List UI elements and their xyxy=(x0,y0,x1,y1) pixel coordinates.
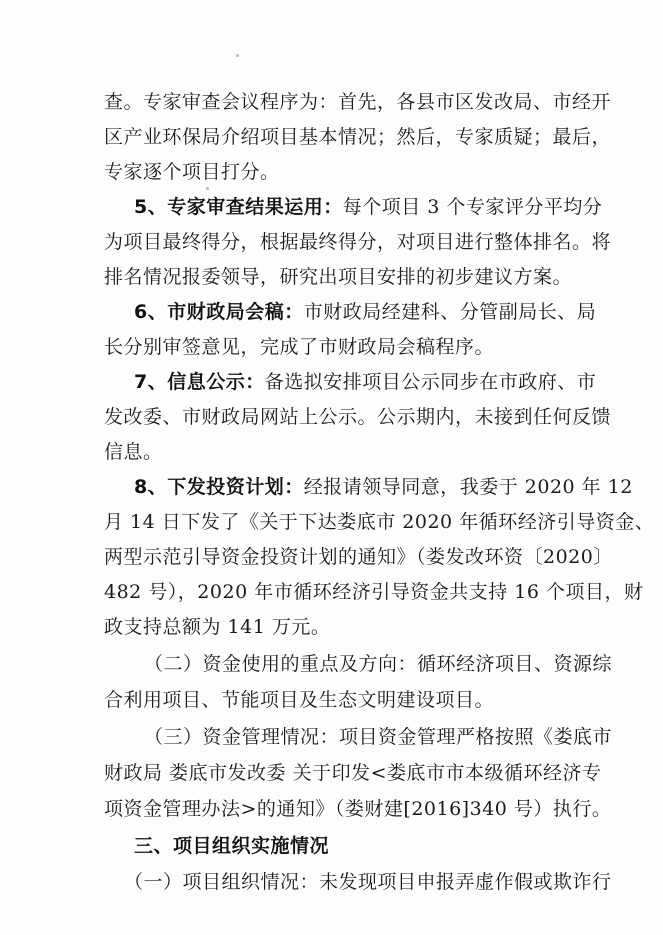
paragraph-item-5 xyxy=(134,191,602,223)
text-line: 合利用项目、节能项目及生态文明建设项目。 xyxy=(104,689,495,711)
text-line: 为项目最终得分，根据最终得分，对项目进行整体排名。将 xyxy=(104,231,612,253)
text-line: 政支持总额为 141 万元。 xyxy=(104,616,331,638)
text-line: 项资金管理办法>的通知》（娄财建[2016]340 号）执行。 xyxy=(104,798,612,820)
text-line: 排名情况报委领导，研究出项目安排的初步建议方案。 xyxy=(104,266,573,288)
item-text: 经报请领导同意，我委于 2020 年 12 xyxy=(303,476,633,498)
item-label: 8、下发投资计划： xyxy=(134,476,304,498)
item-text: 每个项目 3 个专家评分平均分 xyxy=(342,196,603,218)
item-text: 市财政局经建科、分管副局长、局 xyxy=(303,301,597,323)
text-line: 查。专家审查会议程序为：首先，各县市区发改局、市经开 xyxy=(104,91,612,113)
text-line: 两型示范引导资金投资计划的通知》（娄发改环资〔2020〕 xyxy=(104,546,613,568)
item-label: 5、专家审查结果运用： xyxy=(134,196,343,218)
scan-mark xyxy=(236,54,239,57)
text-line: 财政局 娄底市发改委 关于印发<娄底市市本级循环经济专 xyxy=(104,762,602,784)
section-funding-management: （三）资金管理情况：项目资金管理严格按照《娄底市 xyxy=(144,726,613,748)
text-line: 482 号），2020 年市循环经济引导资金共支持 16 个项目，财 xyxy=(104,581,644,603)
section-project-organization: （一）项目组织情况：未发现项目申报弄虚作假或欺诈行 xyxy=(124,871,612,893)
text-line: 区产业环保局介绍项目基本情况；然后，专家质疑；最后， xyxy=(104,126,612,148)
item-label: 6、市财政局会稿： xyxy=(134,301,304,323)
paragraph-item-8 xyxy=(134,471,633,503)
item-label: 7、信息公示： xyxy=(134,371,265,393)
paragraph-item-6 xyxy=(134,296,596,328)
item-text: 备选拟安排项目公示同步在市政府、市 xyxy=(264,371,597,393)
text-line: 专家逐个项目打分。 xyxy=(104,161,280,183)
section-heading: 三、项目组织实施情况 xyxy=(134,835,330,857)
text-line: 长分别审签意见，完成了市财政局会稿程序。 xyxy=(104,336,495,358)
paragraph-item-7 xyxy=(134,366,596,398)
text-line: 信息。 xyxy=(104,441,163,463)
text-line: 月 14 日下发了《关于下达娄底市 2020 年循环经济引导资金、 xyxy=(104,511,655,533)
text-line: 发改委、市财政局网站上公示。公示期内，未接到任何反馈 xyxy=(104,406,612,428)
section-funding-focus: （二）资金使用的重点及方向：循环经济项目、资源综 xyxy=(144,653,613,675)
